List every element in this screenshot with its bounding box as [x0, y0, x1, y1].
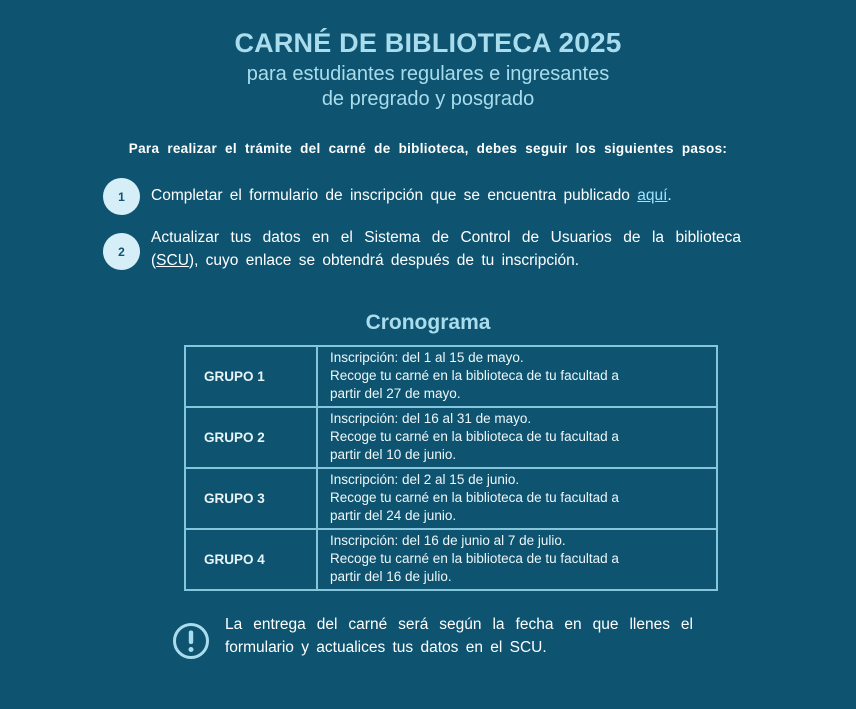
- pickup-date: partir del 16 de julio.: [330, 569, 452, 584]
- exclamation-circle-icon: [172, 622, 210, 660]
- group-label: GRUPO 1: [185, 346, 317, 407]
- step-2-text-before: Actualizar tus datos en el Sistema de Control de Usuarios de la biblioteca (: [151, 229, 741, 269]
- enrollment-dates: Inscripción: del 16 de junio al 7 de julio.: [330, 533, 566, 548]
- subtitle-line-1: para estudiantes regulares e ingresantes: [246, 63, 610, 85]
- title-year: 2025: [558, 27, 622, 58]
- title-text: CARNÉ DE BIBLIOTECA: [234, 28, 551, 58]
- step-2-text: [151, 226, 741, 272]
- step-2-badge: [103, 233, 140, 270]
- group-details: [317, 346, 717, 407]
- pickup-info: Recoge tu carné en la biblioteca de tu facultad a: [330, 551, 619, 566]
- table-row: [185, 529, 717, 590]
- step-1-badge: [103, 178, 140, 215]
- table-row: [185, 346, 717, 407]
- group-details: [317, 407, 717, 468]
- group-details: [317, 468, 717, 529]
- group-label: GRUPO 4: [185, 529, 317, 590]
- notice-text: La entrega del carné será según la fecha en que llenes el formulario y actualices tus datos en el SCU.: [225, 616, 693, 656]
- step-2-number: 2: [118, 244, 125, 259]
- pickup-date: partir del 10 de junio.: [330, 447, 457, 462]
- enrollment-dates: Inscripción: del 16 al 31 de mayo.: [330, 411, 532, 426]
- schedule-title: Cronograma: [365, 311, 491, 334]
- subtitle-line-2: de pregrado y posgrado: [321, 88, 535, 110]
- group-label: GRUPO 3: [185, 468, 317, 529]
- pickup-date: partir del 27 de mayo.: [330, 386, 461, 401]
- enrollment-dates: Inscripción: del 2 al 15 de junio.: [330, 472, 520, 487]
- pickup-date: partir del 24 de junio.: [330, 508, 457, 523]
- step-1-text: [151, 184, 741, 207]
- intro-text: Para realizar el trámite del carné de biblioteca, debes seguir los siguientes pasos:: [128, 141, 728, 156]
- group-details: [317, 529, 717, 590]
- table-row: [185, 468, 717, 529]
- form-link[interactable]: aquí: [637, 187, 668, 204]
- group-label: GRUPO 2: [185, 407, 317, 468]
- table-row: [185, 407, 717, 468]
- page-title: [0, 27, 856, 59]
- pickup-info: Recoge tu carné en la biblioteca de tu facultad a: [330, 368, 619, 383]
- step-2-text-after: ), cuyo enlace se obtendrá después de tu inscripción.: [188, 252, 580, 269]
- scu-link[interactable]: SCU: [156, 252, 189, 269]
- pickup-info: Recoge tu carné en la biblioteca de tu facultad a: [330, 429, 619, 444]
- pickup-info: Recoge tu carné en la biblioteca de tu facultad a: [330, 490, 619, 505]
- schedule-table: [184, 345, 718, 591]
- step-1-text-after: .: [667, 187, 672, 204]
- step-1-number: 1: [118, 189, 125, 204]
- step-1-text-before: Completar el formulario de inscripción que se encuentra publicado: [151, 187, 638, 204]
- enrollment-dates: Inscripción: del 1 al 15 de mayo.: [330, 350, 524, 365]
